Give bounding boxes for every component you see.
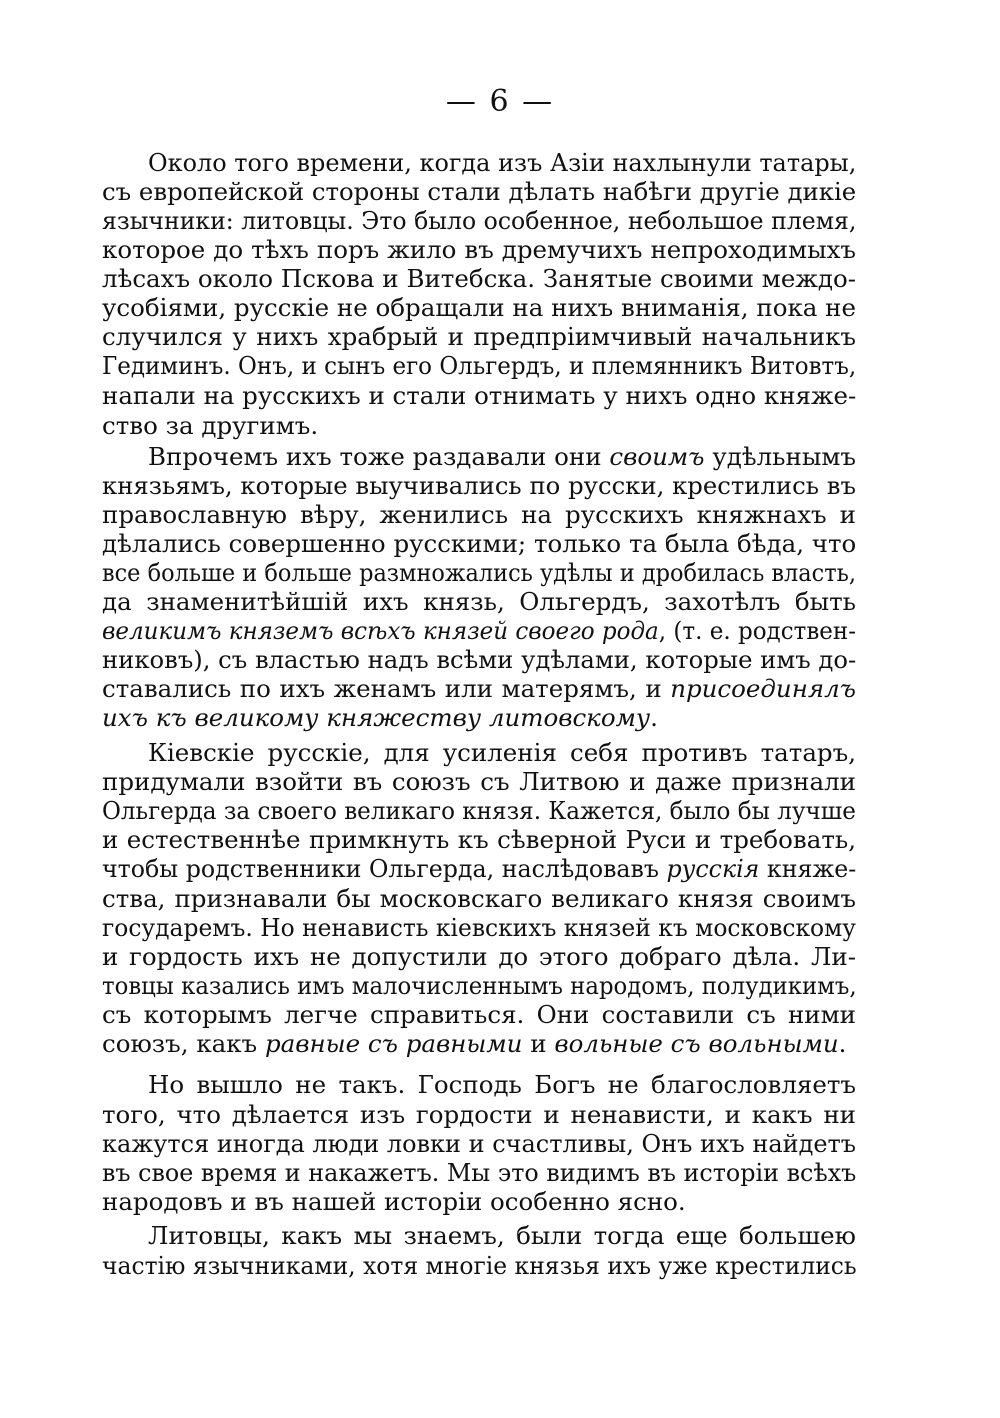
text-run: Ольгерда за своего великаго князя. Кажется, было бы лучше bbox=[102, 796, 856, 825]
text-line bbox=[102, 883, 856, 915]
text-run: кажутся иногда люди ловки и счастливы, Онъ ихъ найдетъ bbox=[102, 1129, 857, 1158]
text-run: князьямъ, которые выучивались по русски, крестились въ bbox=[102, 471, 856, 500]
text-run: , (т. е. родствен- bbox=[658, 616, 857, 645]
text-line bbox=[102, 586, 856, 618]
text-line bbox=[102, 470, 856, 502]
text-run: съ которымъ легче справиться. Они составили съ ними bbox=[102, 1000, 856, 1029]
text-run: удѣльнымъ bbox=[704, 442, 856, 471]
text-line bbox=[148, 1069, 856, 1101]
text-run: . bbox=[838, 1029, 847, 1058]
italic-phrase: присоединялъ bbox=[670, 674, 856, 703]
text-line bbox=[102, 941, 856, 973]
italic-phrase: равные съ равными bbox=[264, 1029, 523, 1058]
text-line bbox=[102, 615, 856, 647]
italic-phrase: вольные съ вольными bbox=[554, 1029, 839, 1058]
text-line bbox=[102, 1250, 856, 1282]
text-run: того, что дѣлается изъ гордости и ненависти, и какъ ни bbox=[102, 1100, 856, 1129]
text-run: язычники: литовцы. Это было особенное, небольшое племя, bbox=[102, 206, 857, 235]
text-line bbox=[102, 795, 856, 827]
text-line bbox=[148, 441, 856, 473]
text-run: дѣлались совершенно русскими; только та была бѣда, что bbox=[102, 529, 857, 558]
text-line bbox=[102, 263, 856, 295]
text-line bbox=[102, 557, 856, 589]
text-run: Гедиминъ. Онъ, и сынъ его Ольгердъ, и племянникъ Витовтъ, bbox=[102, 351, 857, 380]
text-line bbox=[148, 147, 856, 179]
text-line bbox=[102, 350, 856, 382]
text-run: . bbox=[650, 703, 658, 732]
text-run: съ европейской стороны стали дѣлать набѣги другіе дикіе bbox=[102, 177, 857, 206]
text-line bbox=[102, 644, 856, 676]
text-line bbox=[102, 970, 856, 1002]
text-run: княже- bbox=[759, 854, 857, 883]
italic-phrase: русскія bbox=[666, 854, 760, 883]
text-line bbox=[102, 292, 856, 324]
text-run: ставались по ихъ женамъ или матерямъ, и bbox=[102, 674, 671, 703]
page-number: — 6 — bbox=[445, 84, 555, 119]
text-line bbox=[102, 1099, 856, 1131]
italic-phrase: своимъ bbox=[609, 442, 705, 471]
text-run: Кіевскіе русскіе, для усиленія себя противъ татаръ, bbox=[148, 738, 856, 767]
text-run: товцы казались имъ малочисленнымъ народомъ, полудикимъ, bbox=[102, 971, 857, 1000]
text-run: лѣсахъ около Пскова и Витебска. Занятые своими междо- bbox=[102, 264, 856, 293]
text-run: ство за другимъ. bbox=[102, 411, 319, 440]
text-run: чтобы родственники Ольгерда, наслѣдовавъ bbox=[102, 854, 667, 883]
text-run: Впрочемъ ихъ тоже раздавали они bbox=[148, 442, 610, 471]
text-line bbox=[102, 673, 856, 705]
text-run: и естественнѣе примкнуть къ сѣверной Руси и требовать, bbox=[102, 825, 856, 854]
text-line bbox=[102, 499, 856, 531]
text-line bbox=[102, 410, 856, 442]
text-line bbox=[102, 824, 856, 856]
italic-phrase: ихъ къ великому княжеству литовскому bbox=[102, 703, 651, 732]
text-line bbox=[102, 1128, 856, 1160]
text-line bbox=[148, 737, 856, 769]
text-run: напали на русскихъ и стали отнимать у нихъ одно княже- bbox=[102, 381, 857, 410]
text-line bbox=[102, 999, 856, 1031]
text-run: Но вышло не такъ. Господь Богъ не благословляетъ bbox=[148, 1070, 856, 1099]
text-run: и bbox=[522, 1029, 555, 1058]
text-line bbox=[102, 853, 856, 885]
text-line bbox=[102, 1028, 856, 1060]
text-run: частію язычниками, хотя многіе князья ихъ уже крестились bbox=[102, 1251, 857, 1280]
text-run: Литовцы, какъ мы знаемъ, были тогда еще большею bbox=[148, 1221, 856, 1250]
text-line bbox=[102, 234, 856, 266]
text-line bbox=[102, 176, 856, 208]
text-line bbox=[148, 1220, 856, 1252]
text-run: все больше и больше размножались удѣлы и дробилась власть, bbox=[102, 558, 856, 587]
text-run: ства, признавали бы московскаго великаго князя своимъ bbox=[102, 884, 856, 913]
text-run: случился у нихъ храбрый и предпріимчивый начальникъ bbox=[102, 322, 856, 351]
text-line bbox=[102, 380, 856, 412]
text-line bbox=[102, 702, 856, 734]
text-run: въ свое время и накажетъ. Мы это видимъ въ исторіи всѣхъ bbox=[102, 1158, 857, 1187]
text-run: никовъ), съ властью надъ всѣми удѣлами, которые имъ до- bbox=[102, 645, 857, 674]
text-line bbox=[102, 1186, 856, 1218]
text-run: придумали взойти въ союзъ съ Литвою и даже признали bbox=[102, 767, 856, 796]
text-run: союзъ, какъ bbox=[102, 1029, 265, 1058]
text-run: православную вѣру, женились на русскихъ княжнахъ и bbox=[102, 500, 856, 529]
text-run: усобіями, русскіе не обращали на нихъ вниманія, пока не bbox=[102, 293, 856, 322]
text-line bbox=[102, 912, 856, 944]
text-run: которое до тѣхъ поръ жило въ дремучихъ непроходимыхъ bbox=[102, 235, 856, 264]
text-line bbox=[102, 766, 856, 798]
text-run: и гордость ихъ не допустили до этого добраго дѣла. Ли- bbox=[102, 942, 856, 971]
text-line bbox=[102, 1157, 856, 1189]
text-line bbox=[102, 205, 856, 237]
text-line bbox=[102, 321, 856, 353]
text-run: народовъ и въ нашей исторіи особенно ясно. bbox=[102, 1187, 686, 1216]
text-run: Около того времени, когда изъ Азіи нахлынули татары, bbox=[148, 148, 857, 177]
text-run: государемъ. Но ненависть кіевскихъ князей къ московскому bbox=[102, 913, 856, 942]
text-run: да знаменитѣйшій ихъ князь, Ольгердъ, захотѣлъ быть bbox=[102, 587, 856, 616]
italic-phrase: великимъ княземъ всѣхъ князей своего рода bbox=[102, 616, 659, 645]
text-line bbox=[102, 528, 856, 560]
